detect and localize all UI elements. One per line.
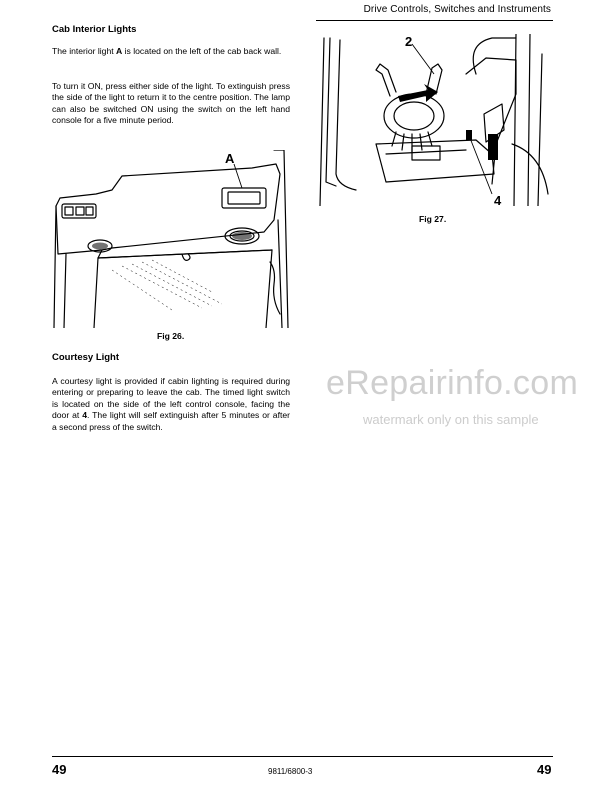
- fig27-callout-2: 2: [405, 34, 413, 49]
- para1-text-end: is located on the left of the cab back wall.: [122, 46, 282, 56]
- courtesy-light-paragraph: [52, 376, 290, 433]
- watermark-note: watermark only on this sample: [363, 412, 539, 427]
- fig26-callout-a: A: [225, 151, 235, 166]
- page-number-left: 49: [52, 762, 67, 777]
- fig27-caption: Fig 27.: [419, 214, 447, 224]
- para1-callout-a: A: [116, 46, 123, 56]
- courtesy-callout-4: 4: [82, 410, 88, 421]
- cab-interior-lights-heading: Cab Interior Lights: [52, 24, 137, 35]
- fig27-illustration: [316, 34, 552, 206]
- fig27-callout-4: 4: [494, 193, 502, 208]
- courtesy-light-heading: Courtesy Light: [52, 352, 120, 363]
- para1-text-start: The interior light: [52, 46, 117, 56]
- courtesy-text-start: A courtesy light is provided if cabin lighting is required during entering or preparing to leave the cab. The timed light switch is located on the side of the left control console, facing the door at: [52, 376, 290, 421]
- fig27-line-drawing: [316, 34, 552, 206]
- cab-interior-lights-paragraph-2: [52, 81, 290, 127]
- page-number-right: 49: [537, 762, 552, 777]
- fig26-line-drawing: [52, 150, 292, 328]
- cab-interior-lights-paragraph-1: [52, 46, 290, 57]
- document-code: 9811/6800-3: [268, 767, 313, 776]
- fig26-caption: Fig 26.: [157, 331, 185, 341]
- para2-text: To turn it ON, press either side of the light. To extinguish press the side of the light to return it to the centre position. The lamp can also be switched ON using the switch on the left hand console for a five minute period.: [52, 81, 290, 126]
- fig26-illustration: [52, 150, 292, 328]
- watermark-brand: eRepairinfo.com: [326, 364, 579, 402]
- header-divider: [316, 20, 553, 21]
- courtesy-text-end: . The light will self extinguish after 5 minutes or after a second press of the switch.: [52, 410, 290, 432]
- footer-divider: [52, 756, 553, 757]
- chapter-title: Drive Controls, Switches and Instruments: [363, 4, 551, 15]
